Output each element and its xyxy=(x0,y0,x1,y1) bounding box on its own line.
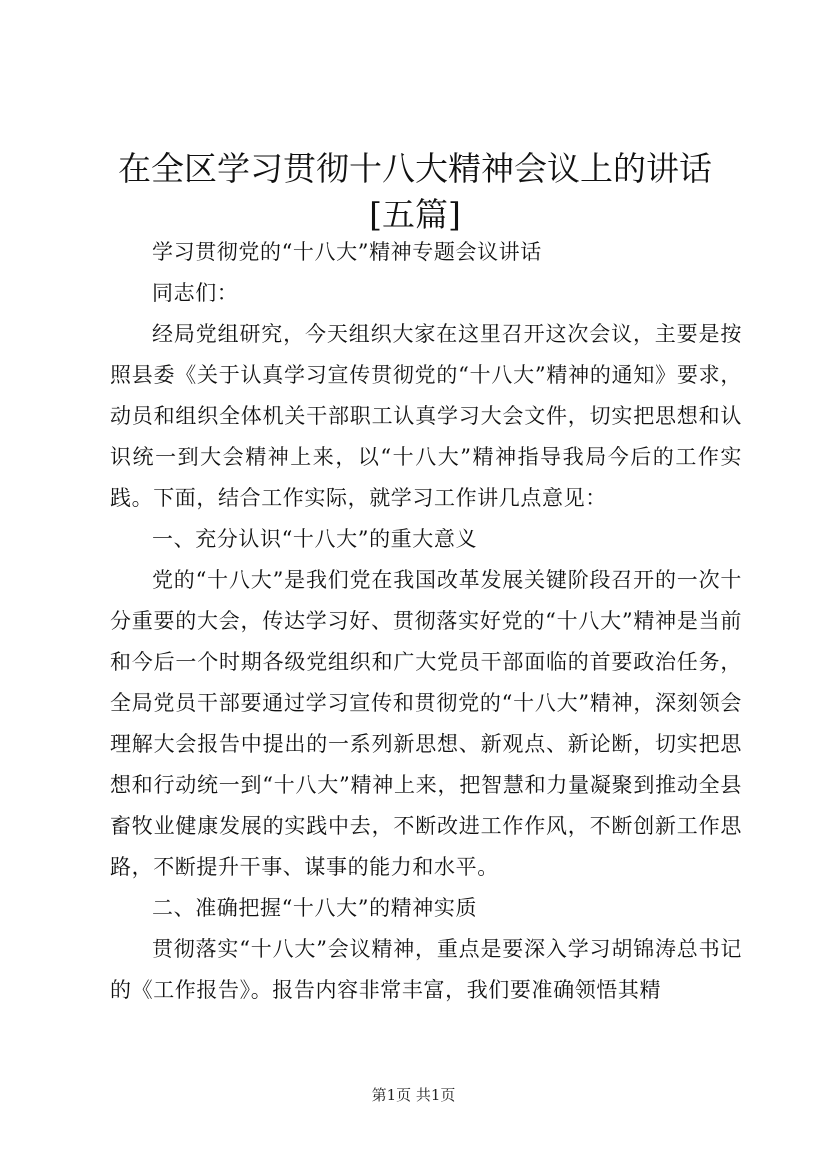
body-paragraph: 党的“十八大”是我们党在我国改革发展关键阶段召开的一次十分重要的大会，传达学习好、贯彻落实好党的“十八大”精神是当前和今后一个时期各级党组织和广大党员干部面临的首要政治任务，全局党员干部要通过学习宣传和贯彻党的“十八大”精神，深刻领会理解大会报告中提出的一系列新思想、新观点、新论断，切实把思想和行动统一到“十八大”精神上来，把智慧和力量凝聚到推动全县畜牧业健康发展的实践中去，不断改进工作作风，不断创新工作思路，不断提升干事、谋事的能力和水平。 xyxy=(110,568,742,879)
body-paragraph: 经局党组研究，今天组织大家在这里召开这次会议，主要是按照县委《关于认真学习宣传贯彻党的“十八大”精神的通知》要求，动员和组织全体机关干部职工认真学习大会文件，切实把思想和认识统一到大会精神上来，以“十八大”精神指导我局今后的工作实践。下面，结合工作实际，就学习工作讲几点意见： xyxy=(110,322,742,510)
body-paragraph: 贯彻落实“十八大”会议精神，重点是要深入学习胡锦涛总书记的《工作报告》。报告内容非常丰富，我们要准确领悟其精 xyxy=(110,937,742,1002)
subtitle-paragraph: 学习贯彻党的“十八大”精神专题会议讲话 xyxy=(152,240,542,264)
page-footer: 第1页 共1页 xyxy=(371,1086,456,1104)
document-body xyxy=(110,232,742,1011)
salutation-paragraph: 同志们： xyxy=(152,281,239,305)
section-heading: 一、充分认识“十八大”的重大意义 xyxy=(152,527,478,551)
document-title: 在全区学习贯彻十八大精神会议上的讲话[五篇] xyxy=(118,149,712,234)
section-heading: 二、准确把握“十八大”的精神实质 xyxy=(152,896,478,920)
